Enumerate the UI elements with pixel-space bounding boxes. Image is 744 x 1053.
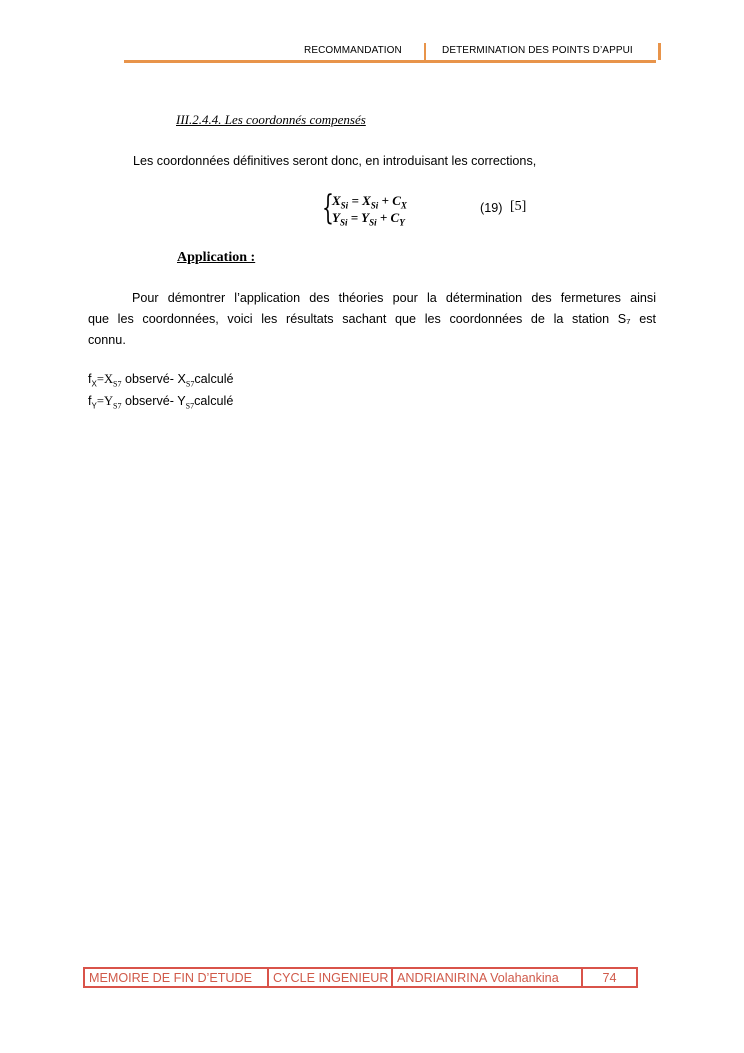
equation-system <box>322 188 442 229</box>
closure-formula-y: $f_Y=Y_{S7}$ observé- $Y_{S7}calculé$ <box>88 394 234 411</box>
page-header <box>124 43 656 63</box>
header-section: DETERMINATION DES POINTS D’APPUI <box>442 45 633 56</box>
header-rule <box>124 60 656 63</box>
page-number: 74 <box>602 971 617 985</box>
header-chapter: RECOMMANDATION <box>304 45 402 56</box>
paragraph-line: connu. <box>88 333 126 347</box>
equation-reference: [5] <box>510 199 527 214</box>
footer-memoire: MEMOIRE DE FIN D’ETUDE <box>85 969 269 986</box>
page-footer <box>83 967 638 988</box>
paragraph-line: Pour démontrer l’application des théories pour la détermination des fermetures ainsi <box>132 291 656 305</box>
application-heading: Application : <box>177 250 256 265</box>
equation-line-x: $X_{Si} = X_{Si} + C_X$ <box>332 193 407 211</box>
paragraph-line: que les coordonnées, voici les résultats sachant que les coordonnées de la station S₇ est <box>88 312 656 326</box>
equation-brace: { <box>322 188 334 228</box>
equation-line-y: $Y_{Si} = Y_{Si} + C_Y$ <box>332 210 405 228</box>
closure-formula-x: $f_X=X_{S7}$ observé- $X_{S7}calculé$ <box>88 372 234 389</box>
equation-number: (19) <box>480 201 503 215</box>
footer-cycle: CYCLE INGENIEUR <box>269 969 393 986</box>
intro-text: Les coordonnées définitives seront donc, en introduisant les corrections, <box>133 154 537 168</box>
application-paragraph <box>88 288 656 351</box>
footer-author: ANDRIANIRINA Volahankina <box>393 969 583 986</box>
section-subtitle: III.2.4.4. Les coordonnés compensés <box>176 112 366 127</box>
